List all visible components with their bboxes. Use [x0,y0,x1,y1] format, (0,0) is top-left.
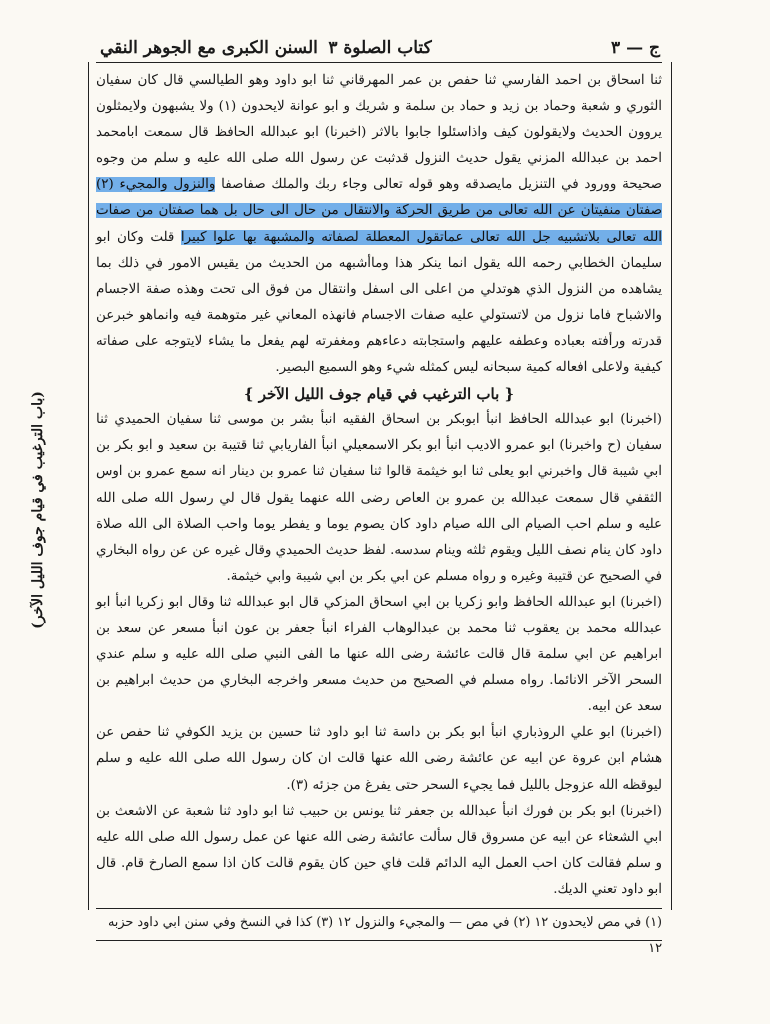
bottom-rule [96,940,662,941]
main-text [96,68,662,900]
page-header [100,30,660,66]
header-chapter: كتاب الصلوة ٣ [328,38,432,58]
paragraph-3: (اخبرنا) ابو عبدالله الحافظ وابو زكريا بن ابي اسحاق المزكي قال ابو عبدالله ثنا وقال ابو زكريا انبأ ابو عبدالله محمد بن يعقوب ثنا محمد بن عبدالوهاب الفراء انبأ جعفر بن عون انبأ مسعر عن سعد بن ابراهيم عن ابي سلمة قال قالت عائشة رضى الله عنها ما الفى النبي صلى الله عليه و سلم عندي السحر الآخر الانائما. رواه مسلم في الصحيح من حديث مسعر واخرجه البخاري من حديث ابراهيم بن سعد عن ابيه. [96,594,662,715]
paragraph-2: (اخبرنا) ابو عبدالله الحافظ انبأ ابوبكر بن اسحاق الفقيه انبأ بشر بن موسى ثنا سفيان الحميدي ثنا سفيان (ح واخبرنا) ابو عمرو الاديب انبأ ابو بكر الاسمعيلي انبأ الفاريابي ثنا قتيبة بن سعيد و ابو بكر بن ابي شيبة قال واخبرني ابو يعلى ثنا ابو خيثمة قالوا ثنا سفيان ثنا عمرو بن دينار انه سمع عمرو بن اوس الثقفي قال سمعت عبدالله بن عمرو بن العاص رضى الله عنهما يقول قال لي رسول الله صلى الله عليه و سلم احب الصيام الى الله صيام داود كان يصوم يوما و يفطر يوما واحب الصلاة الى الله صلاة داود كان ينام نصف الليل ويقوم ثلثه وينام سدسه. لفظ حديث الحميدي وقال غيره عن عن رواه البخاري في الصحيح عن قتيبة وغيره و رواه مسلم عن ابي بكر بن ابي شيبة وابي خيثمة. [96,412,662,584]
paragraph-4: (اخبرنا) ابو علي الروذباري انبأ ابو بكر بن داسة ثنا ابو داود ثنا حسين بن يزيد الكوفي ثنا حفص عن هشام ابن عروة عن ابيه عن عائشة رضى الله عنها قالت ان كان رسول الله صلى الله عليه و سلم ليوقظه الله عزوجل بالليل فما يجيء السحر حتى يفرغ من جزئه (٣). [96,725,662,793]
paragraph-1 [96,68,662,381]
paragraph-5: (اخبرنا) ابو بكر بن فورك انبأ عبدالله بن جعفر ثنا يونس بن حبيب ثنا ابو داود ثنا شعبة عن الاشعث بن ابي الشعثاء عن ابيه عن مسروق قال سألت عائشة رضى الله عنها عن عمل رسول الله صلى الله عليه و سلم فقالت كان احب العمل اليه الدائم قلت فاي حين كان يقوم قالت كان اذا سمع الصارخ قام. قال ابو داود تعني الديك. [96,803,662,897]
highlighted-passage: والنزول والمجيء (٢) صفتان منفيتان عن الله تعالى من طريق الحركة والانتقال من حال الى حال بل هما صفتان من صفات الله تعالى بلاتشبيه جل الله تعالى عماتقول المعطلة لصفاته والمشبهة بها علوا كبيرا [96,177,662,245]
side-margin-title [18,300,58,720]
chapter-heading: { باب الترغيب في قيام جوف الليل الآخر } [243,385,515,404]
header-book-title: السنن الكبرى مع الجوهر النقي [100,38,318,58]
footnotes: (١) في مص لايحدون ١٢ (٢) في مص — والمجيء والنزول ١٢ (٣) كذا في النسخ وفي سنن ابي داود حزبه ١٢ [107,915,662,956]
paragraph-1-end: قلت وكان ابو سليمان الخطابي رحمه الله يقول انما ينكر هذا وماأشبهه من الحديث من يقيس الامور في ذلك بما يشاهده من النزول الذي هوتدلي من اعلى الى اسفل وانتقال من فوق الى تحت وهذه صفة الاجسام والاشباح فاما نزول من لاتستولي عليه صفات الاجسام فانهذه المعاني غير متوهمة فيه وانماهو خبرعن قدرته ورأفته بعباده وعطفه عليهم واستجابته دعاءهم ومغفرته لهم يفعل ما يشاء لايتوجه على صفاته كيفية ولاعلى افعاله كمية سبحانه ليس كمثله شيء وهو السميع البصير. [96,229,663,376]
side-title-text: (باب الترغيب في قيام جوف الليل الآخر) [30,391,46,629]
paragraph-1-start: ثنا اسحاق بن احمد الفارسي ثنا حفص بن عمر المهرقاني ثنا ابو داود وهو الطيالسي قال كان سفيان الثوري و شعبة وحماد بن زيد و حماد بن سلمة و شريك و ابو عوانة لايحدون (١) ولا يشبهون ولايمثلون يروون الحديث ولايقولون كيف واذاسئلوا جابوا بالاثر (اخبرنا) ابو عبدالله الحافظ قال سمعت ابامحمد احمد بن عبدالله المزني يقول حديث النزول قدثبت عن رسول الله صلى الله عليه و سلم من وجوه صحيحة وورود في التنزيل مايصدقه وهو قوله تعالى وجاء ربك والملك صفاصفا [96,73,663,193]
header-volume: ج — ٣ [611,38,660,58]
footnote-rule [96,908,662,909]
